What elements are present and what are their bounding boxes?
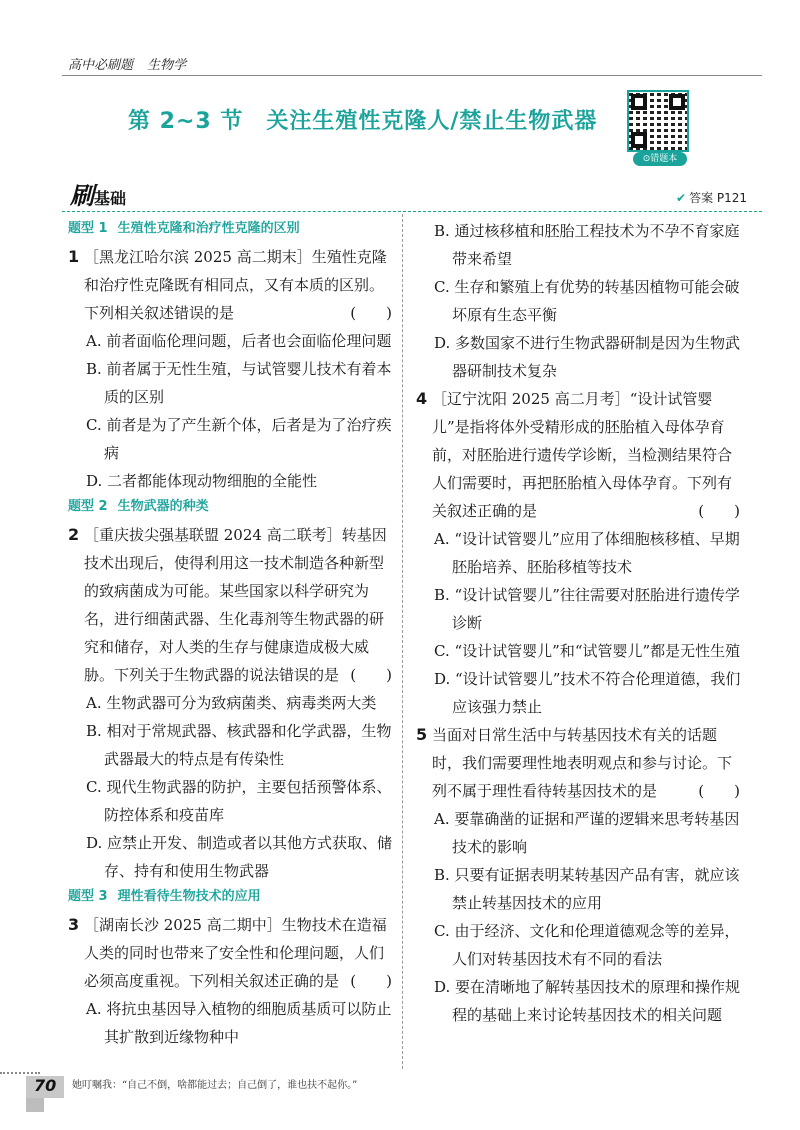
- answer-option: A. 生物武器可分为致病菌类、病毒类两大类: [86, 694, 377, 712]
- brand-label: [70, 176, 126, 211]
- page-number: 70: [34, 1076, 57, 1095]
- question-number: 5: [416, 725, 428, 744]
- brand-small: 基础: [94, 189, 127, 208]
- page-number-box-accent: [26, 1098, 44, 1112]
- answer-option: A. 要靠确凿的证据和严谨的逻辑来思考转基因技术的影响: [434, 810, 740, 856]
- brand-divider: [62, 211, 762, 212]
- answer-text: 答案 P121: [689, 191, 748, 205]
- answer-bracket: ( ): [350, 972, 392, 990]
- footer-dots: [0, 1072, 40, 1074]
- series-name: 高中必刷题: [68, 58, 134, 73]
- answer-option: A. 将抗虫基因导入植物的细胞质基质可以防止其扩散到近缘物种中: [86, 1000, 392, 1046]
- question-stem: [68, 911, 398, 995]
- question-type-tag: 题型 2: [68, 499, 108, 514]
- question-type-text: 理性看待生物技术的应用: [117, 889, 261, 904]
- answer-option: C. 由于经济、文化和伦理道德观念等的差异，人们对转基因技术有不同的看法: [434, 922, 740, 968]
- answer-option: C. 现代生物武器的防护，主要包括预警体系、防控体系和疫苗库: [86, 778, 392, 824]
- question-stem: [416, 385, 746, 525]
- footer-quote: 她叮嘱我：“自己不倒，啥都能过去；自己倒了，谁也扶不起你。”: [72, 1080, 358, 1091]
- qr-code-icon: [627, 90, 689, 152]
- answer-option: B. 前者属于无性生殖，与试管婴儿技术有着本质的区别: [86, 360, 392, 406]
- question-type-tag: 题型 3: [68, 889, 108, 904]
- question-text: ［湖南长沙 2025 高二期中］生物技术在造福人类的同时也带来了安全性和伦理问题，人们必须高度重视。下列相关叙述正确的是: [84, 916, 387, 990]
- question-type-tag: 题型 1: [68, 221, 108, 236]
- answer-option: B. 只要有证据表明某转基因产品有害，就应该禁止转基因技术的应用: [434, 866, 740, 912]
- section-title: 第 2~3 节 关注生殖性克隆人/禁止生物武器: [128, 109, 598, 134]
- question-number: 2: [68, 525, 80, 544]
- header-divider: [62, 75, 762, 76]
- answer-option: D. 应禁止开发、制造或者以其他方式获取、储存、持有和使用生物武器: [86, 834, 393, 880]
- answer-option: A. “设计试管婴儿”应用了体细胞核移植、早期胚胎培养、胚胎移植等技术: [434, 530, 740, 576]
- answer-option: A. 前者面临伦理问题，后者也会面临伦理问题: [86, 332, 392, 350]
- question-type-text: 生物武器的种类: [117, 499, 209, 514]
- answer-reference: [676, 189, 747, 206]
- question-number: 1: [68, 247, 80, 266]
- running-header: [68, 54, 196, 73]
- question-number: 4: [416, 389, 428, 408]
- column-divider: [402, 214, 403, 1069]
- brand-big: 刷: [70, 182, 94, 210]
- answer-option: B. “设计试管婴儿”往往需要对胚胎进行遗传学诊断: [434, 586, 740, 632]
- question-text: 当面对日常生活中与转基因技术有关的话题时，我们需要理性地表明观点和参与讨论。下列不属于理性看待转基因技术的是: [432, 726, 733, 800]
- question-stem: [416, 721, 746, 805]
- answer-option: C. 生存和繁殖上有优势的转基因植物可能会破坏原有生态平衡: [434, 278, 740, 324]
- answer-option: D. 多数国家不进行生物武器研制是因为生物武器研制技术复杂: [434, 334, 741, 380]
- answer-option: C. “设计试管婴儿”和“试管婴儿”都是无性生殖: [434, 642, 741, 660]
- left-column: [68, 217, 398, 1051]
- answer-option: D. 要在清晰地了解转基因技术的原理和操作规程的基础上来讨论转基因技术的相关问题: [434, 978, 741, 1024]
- subject-name: 生物学: [147, 58, 187, 73]
- answer-bracket: ( ): [698, 502, 740, 520]
- answer-option: B. 通过核移植和胚胎工程技术为不孕不育家庭带来希望: [434, 222, 740, 268]
- question-text: ［黑龙江哈尔滨 2025 高二期末］生殖性克隆和治疗性克隆既有相同点，又有本质的区别。下列相关叙述错误的是: [84, 248, 387, 322]
- question-type-heading: [68, 495, 398, 519]
- answer-option: C. 前者是为了产生新个体，后者是为了治疗疾病: [86, 416, 392, 462]
- question-number: 3: [68, 915, 80, 934]
- right-column: [416, 217, 746, 1029]
- question-stem: [68, 521, 398, 689]
- question-type-text: 生殖性克隆和治疗性克隆的区别: [117, 221, 300, 236]
- checkmark-icon: ✔: [676, 191, 687, 205]
- answer-bracket: ( ): [698, 782, 740, 800]
- question-type-heading: [68, 885, 398, 909]
- answer-option: B. 相对于常规武器、核武器和化学武器，生物武器最大的特点是有传染性: [86, 722, 392, 768]
- question-stem: [68, 243, 398, 327]
- answer-bracket: ( ): [350, 304, 392, 322]
- answer-option: D. 二者都能体现动物细胞的全能性: [86, 472, 318, 490]
- answer-bracket: ( ): [350, 666, 392, 684]
- question-text: ［辽宁沈阳 2025 高二月考］“设计试管婴儿”是指将体外受精形成的胚胎植入母体孕育前，对胚胎进行遗传学诊断，当检测结果符合人们需要时，再把胚胎植入母体孕育。下列有关叙述正确的是: [432, 390, 733, 520]
- question-type-heading: [68, 217, 398, 241]
- answer-option: D. “设计试管婴儿”技术不符合伦理道德，我们应该强力禁止: [434, 670, 741, 716]
- qr-label: ⊙错题本: [633, 152, 687, 166]
- question-text: ［重庆拔尖强基联盟 2024 高二联考］转基因技术出现后，使得利用这一技术制造各种新型的致病菌成为可能。某些国家以科学研究为名，进行细菌武器、生化毒剂等生物武器的研究和储存，对人类的生存与健康造成极大威胁。下列关于生物武器的说法错误的是: [84, 526, 387, 684]
